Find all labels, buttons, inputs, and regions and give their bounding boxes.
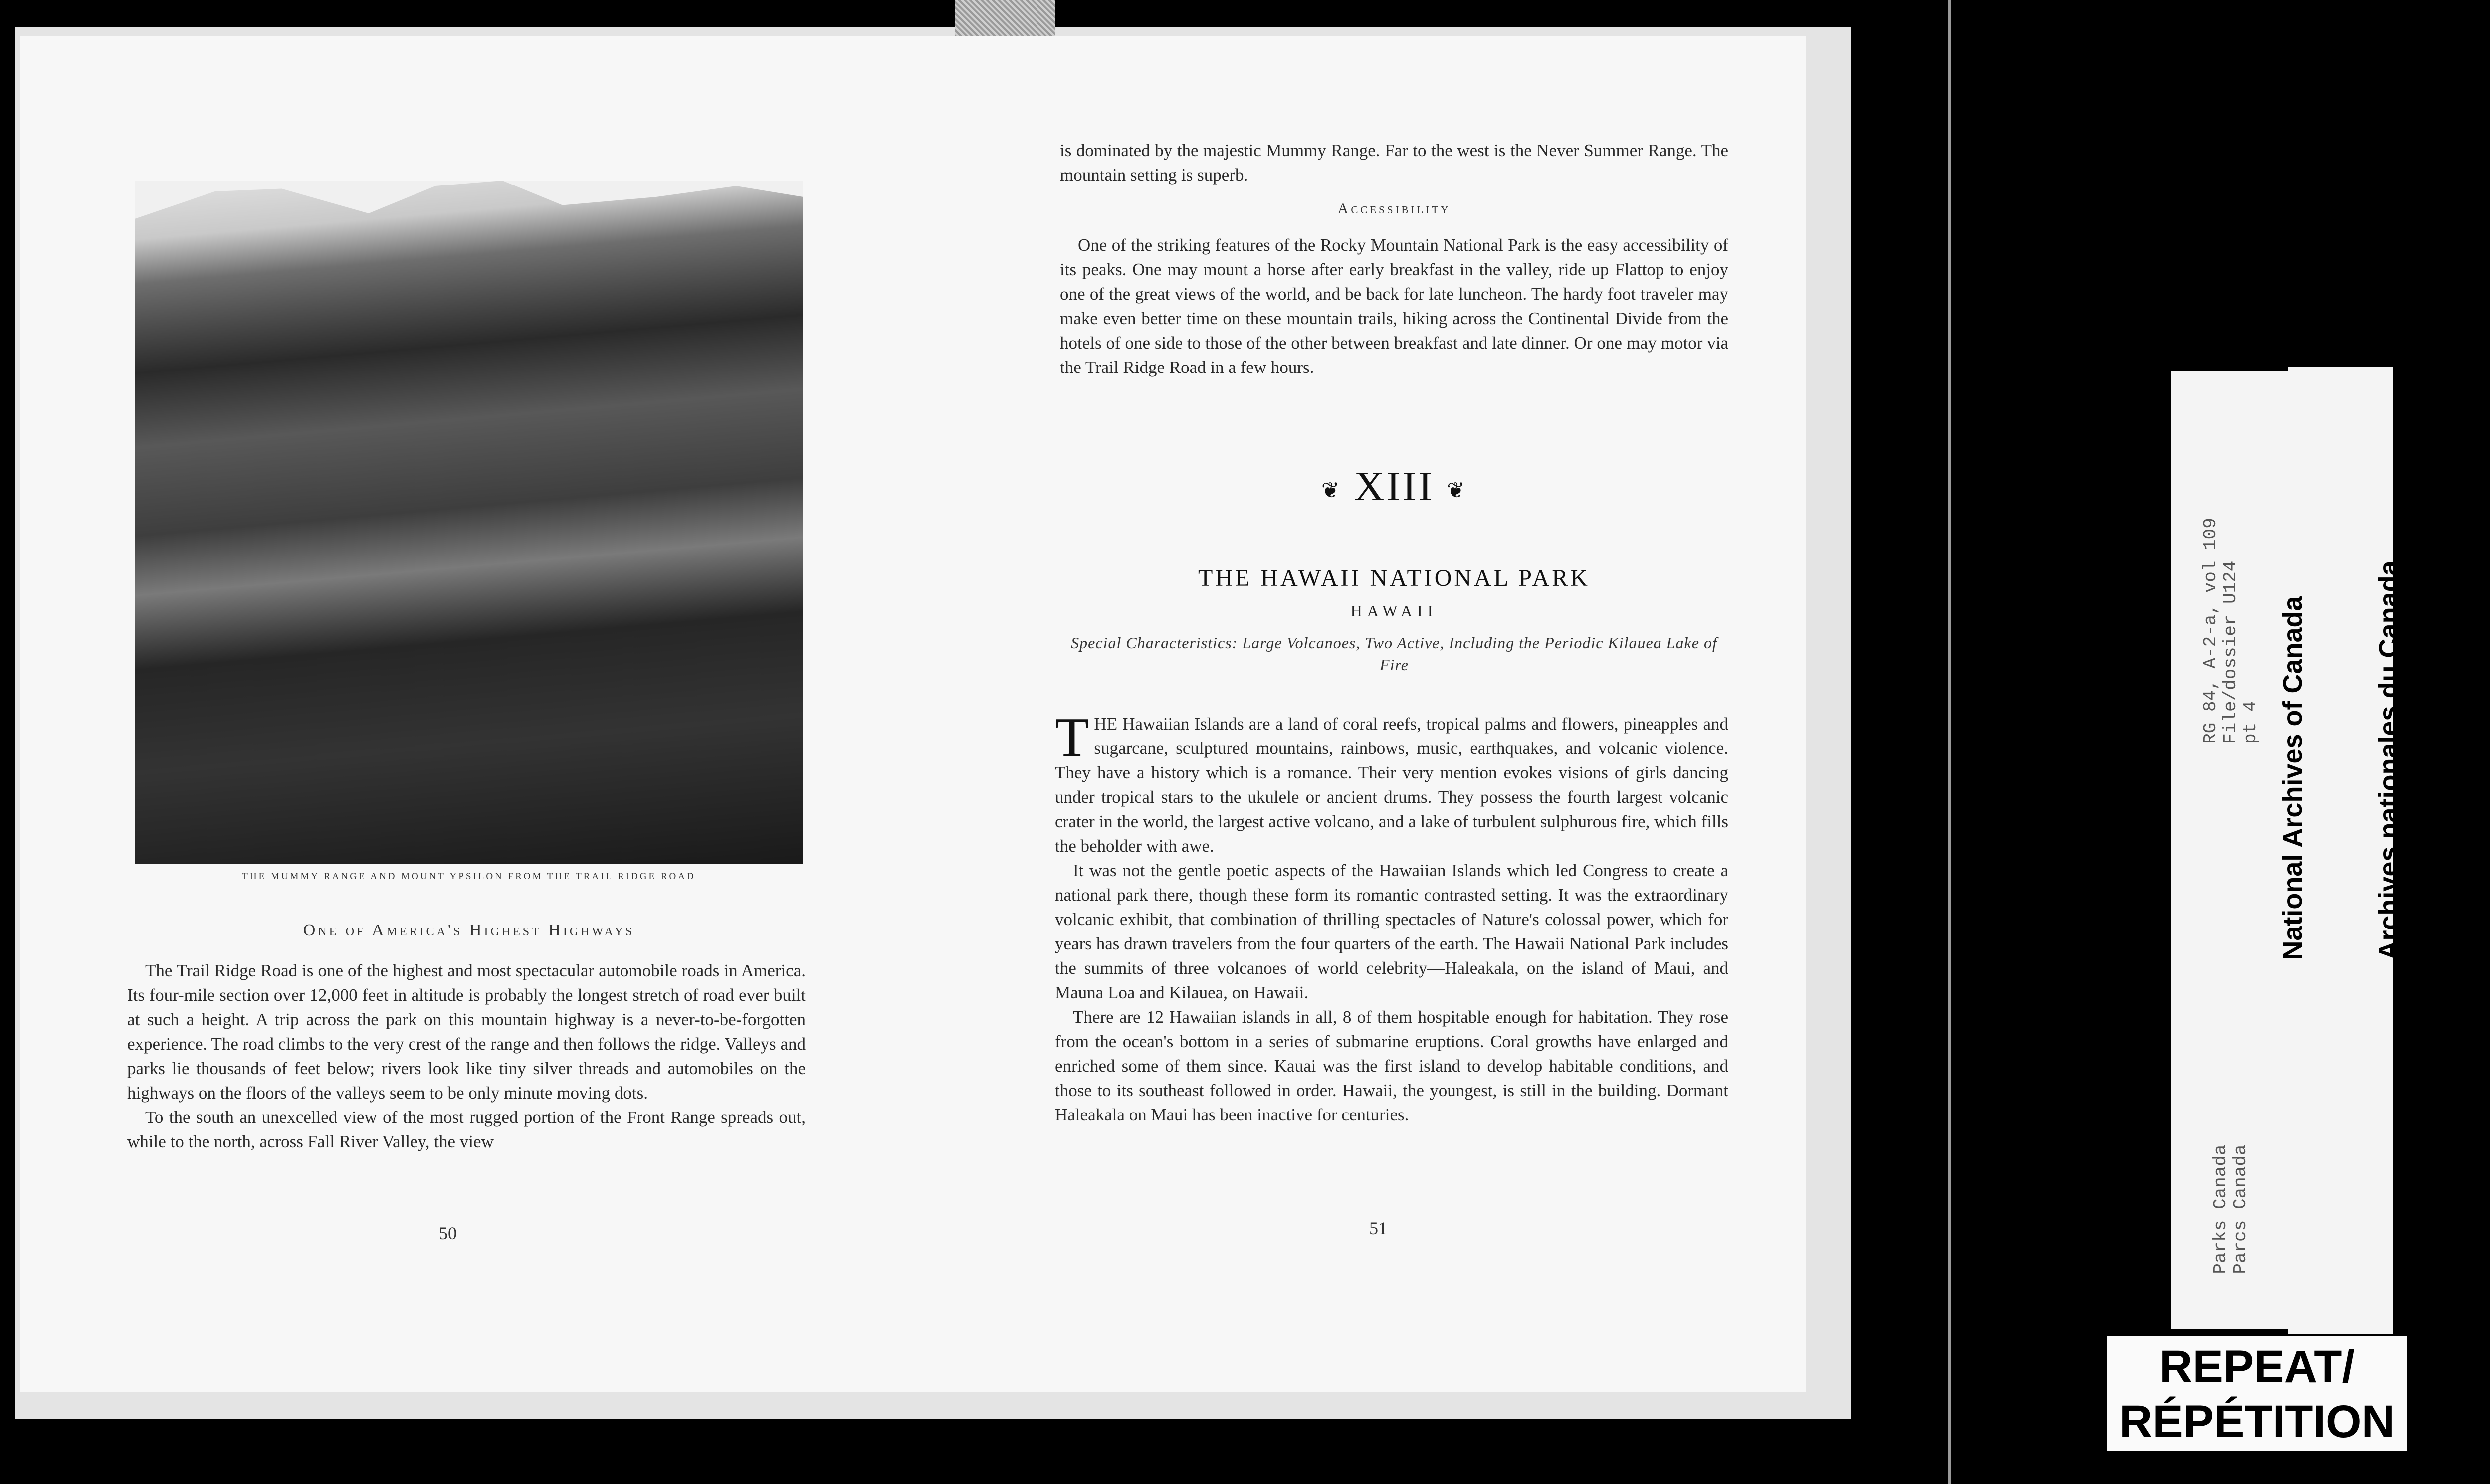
repeat-line2: RÉPÉTITION (2119, 1396, 2395, 1447)
snow-peaks (135, 181, 803, 235)
hawaii-body-text (1055, 707, 1728, 1127)
archives-label-slip (2278, 367, 2404, 1334)
chapter-title: THE HAWAII NATIONAL PARK (1198, 565, 1590, 591)
paragraph: is dominated by the majestic Mummy Range. Far to the west is the Never Summer Range. The mountain setting is superb. (1060, 141, 1728, 185)
paragraph: To the south an unexcelled view of the most rugged portion of the Front Range spreads out, while to the north, across Fall River Valley, the view (127, 1108, 806, 1151)
paragraph: THE Hawaiian Islands are a land of coral reefs, tropical palms and flowers, pineapples and sugarcane, sculptured mountains, rainbows, music, earthquakes, and volcanic violence. They have a history which is a romance. Their very mention evokes visions of girls dancing under tropical stars to the ukulele or ancient drums. They possess the fourth largest volcanic crater in the world, the largest active volcano, and a lake of turbulent sulphurous fire, which fills the beholder with awe. (1055, 707, 1728, 856)
chapter-subtitle: HAWAII (1350, 602, 1438, 620)
special-characteristics: Special Characteristics: Large Volcanoes, Two Active, Including the Periodic Kilauea Lake of Fire (1071, 634, 1717, 674)
divider-line (1948, 0, 1951, 1484)
left-body-text (127, 958, 806, 1154)
section-heading: One of America's Highest Highways (303, 921, 635, 939)
paragraph: It was not the gentle poetic aspects of the Hawaiian Islands which led Congress to create a national park there, though these form its romantic contrasted setting. It was the extraordinary volcanic exhibit, that combination of thrilling spectacles of Nature's colossal power, which for years has drawn travelers from the four quarters of the earth. The Hawaii National Park includes the summits of three volcanoes of world celebrity—Haleakala, on the island of Maui, and Mauna Loa and Kilauea, on Hawaii. (1055, 861, 1728, 1002)
page-number: 51 (1369, 1218, 1387, 1238)
archives-label-en: National Archives of Canada (2278, 596, 2308, 960)
left-page (20, 36, 908, 1392)
page-number: 50 (439, 1223, 457, 1243)
paragraph: The Trail Ridge Road is one of the highest and most spectacular automobile roads in America. Its four-mile section over 12,000 feet in altitude is probably the longest stretch of road ever built at such a height. A trip across the park on this mountain highway is a never-to-be-forgotten experience. The road climbs to the very crest of the range and then follows the ridge. Valleys and parks lie thousands of feet below; rivers look like tiny silver threads and automobiles on the highways on the floors of the valleys seem to be only minute moving dots. (127, 961, 806, 1103)
right-opening-text (1060, 138, 1728, 187)
archives-label-fr: Archives nationales du Canada (2374, 560, 2404, 960)
photo-caption: THE MUMMY RANGE AND MOUNT YPSILON FROM THE TRAIL RIDGE ROAD (242, 871, 696, 882)
repeat-stamp (2107, 1336, 2407, 1451)
paragraph: One of the striking features of the Rocky Mountain National Park is the easy accessibility of its peaks. One may mount a horse after early breakfast in the valley, ride up Flattop to enjoy one of the great views of the world, and be back for late luncheon. The hardy foot traveler may make even better time on these mountain trails, hiking across the Continental Divide from the hotels of one side to those of the other between breakfast and late dinner. Or one may motor via the Trail Ridge Road in a few hours. (1060, 235, 1728, 377)
ornament-icon: ❦ (1447, 478, 1467, 503)
accessibility-heading: Accessibility (1337, 200, 1451, 217)
reference-lines: RG 84, A-2-a, vol 109 File/dossier U124 pt 4 (2200, 518, 2261, 744)
ornament-icon: ❦ (1321, 478, 1342, 503)
agency-lines: Parks Canada Parcs Canada (2210, 1144, 2251, 1274)
drop-cap: T (1055, 707, 1089, 768)
paragraph: There are 12 Hawaiian islands in all, 8 of them hospitable enough for habitation. They rose from the ocean's bottom in a series of submarine eruptions. Coral growths have enlarged and enriched some of them since. Kauai was the first island to develop habitable conditions, and those to its southeast followed in order. Hawaii, the youngest, is still in the building. Dormant Haleakala on Maui has been inactive for centuries. (1055, 1007, 1728, 1124)
mountain-photo (135, 181, 803, 864)
accessibility-text (1060, 233, 1728, 379)
chapter-numeral: XIII (1354, 463, 1435, 510)
archives-label (2213, 560, 2469, 960)
bookmark-ribbon (955, 0, 1055, 37)
chapter-number (1060, 462, 1728, 511)
repeat-line1: REPEAT/ (2159, 1341, 2355, 1392)
right-page (908, 36, 1806, 1392)
